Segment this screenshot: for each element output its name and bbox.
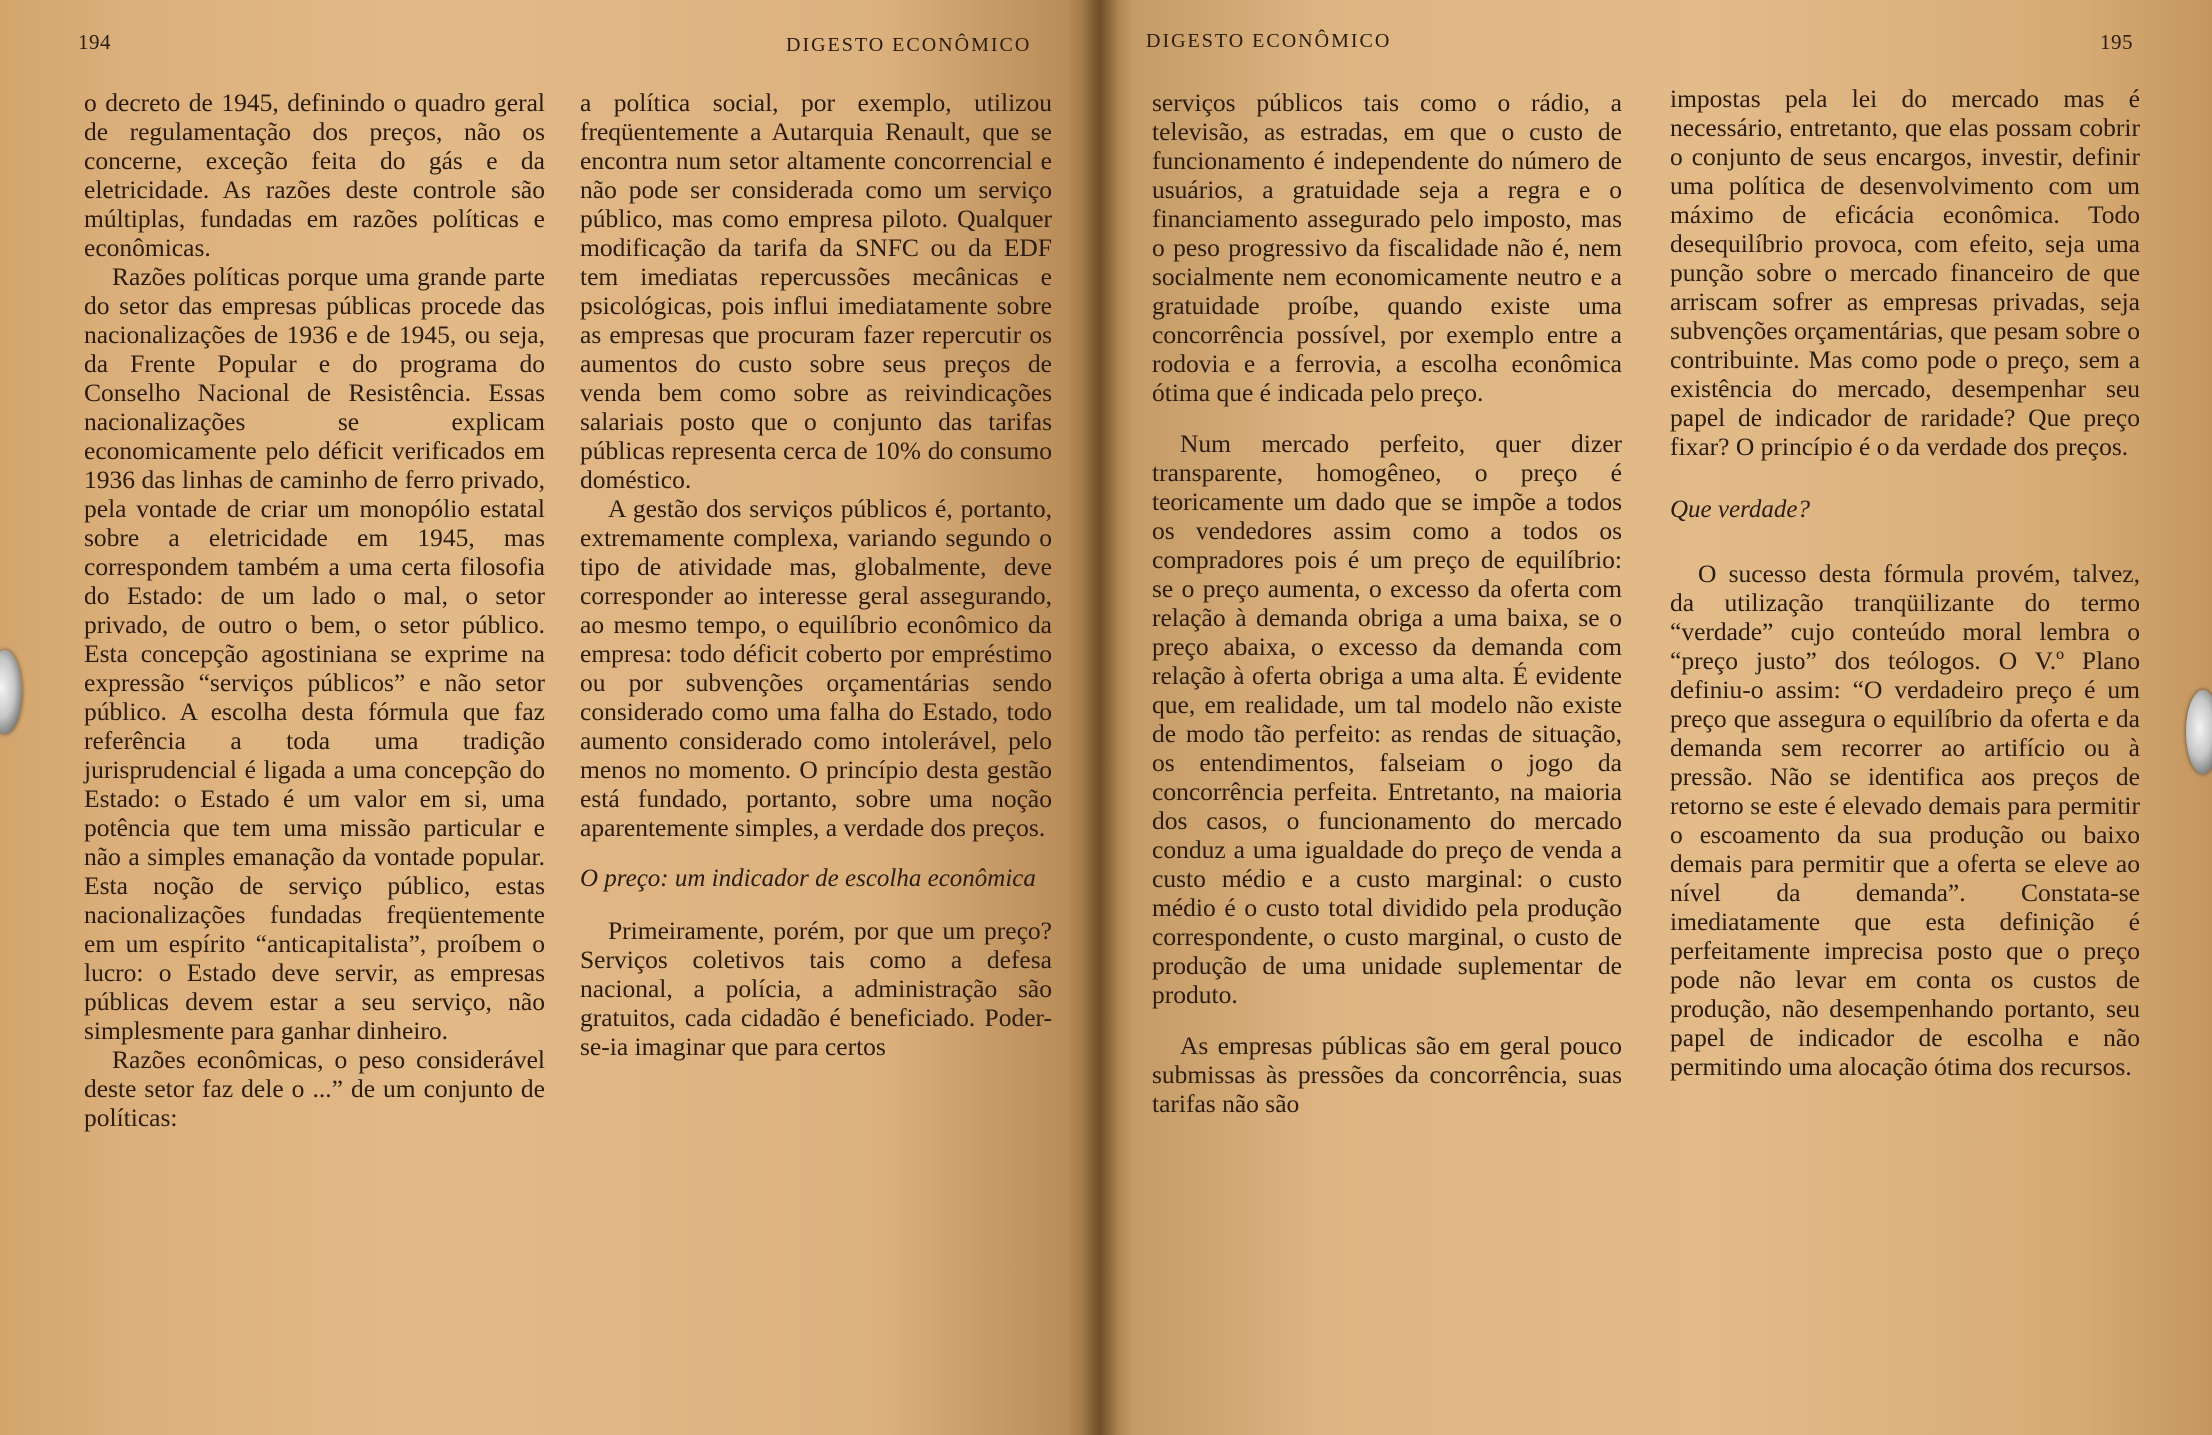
paragraph: Razões econômicas, o peso considerável deste setor faz dele o ...” de um conjunto de políticas:	[84, 1045, 545, 1132]
left-column-2	[580, 88, 1052, 1061]
paragraph: serviços públicos tais como o rádio, a televisão, as estradas, em que o custo de funcionamento é independente do número de usuários, a gratuidade seja a regra e o financiamento assegurado pelo imposto, mas o peso progressivo da fiscalidade não é, nem socialmente nem economicamente neutro e a gratuidade proíbe, quando existe uma concorrência possível, por exemplo entre a rodovia e a ferrovia, a escolha econômica ótima que é indicada pelo preço.	[1152, 88, 1622, 407]
paragraph: o decreto de 1945, definindo o quadro geral de regulamentação dos preços, não os concerne, exceção feita do gás e da eletricidade. As razões deste controle são múltiplas, fundadas em razões políticas e econômicas.	[84, 88, 545, 262]
section-heading: O preço: um indicador de escolha econômica	[580, 865, 1036, 892]
paragraph: As empresas públicas são em geral pouco submissas às pressões da concorrência, suas tarifas não são	[1152, 1031, 1622, 1118]
paragraph: Num mercado perfeito, quer dizer transparente, homogêneo, o preço é teoricamente um dado que se impõe a todos os vendedores assim como a todos os compradores pois é um preço de equilíbrio: se o preço aumenta, o excesso da oferta com relação à demanda obriga a uma baixa, se o preço abaixa, o excesso da demanda com relação à oferta obriga a uma alta. É evidente que, em realidade, um tal modelo não existe de modo tão perfeito: as rendas de situação, os entendimentos, falseiam o jogo da concorrência perfeita. Entretanto, na maioria dos casos, o funcionamento do mercado conduz a uma igualdade do preço de venda a custo médio e a custo marginal: o custo médio é o custo total dividido pela produção correspondente, o custo marginal, o custo de produção de uma unidade suplementar de produto.	[1152, 429, 1622, 1009]
right-page	[1100, 0, 2212, 1435]
right-column-2	[1670, 84, 2140, 1081]
left-page	[0, 0, 1100, 1435]
paragraph: Primeiramente, porém, por que um preço? Serviços coletivos tais como a defesa nacional, a polícia, a administração são gratuitos, cada cidadão é beneficiado. Poder-se-ia imaginar que para certos	[580, 916, 1052, 1061]
book-gutter	[1082, 0, 1118, 1435]
right-column-1	[1152, 88, 1622, 1118]
paragraph: Razões políticas porque uma grande parte do setor das empresas públicas procede das nacionalizações de 1936 e de 1945, ou seja, da Frente Popular e do programa do Conselho Nacional de Resistência. Essas nacionalizações se explicam economicamente pelo déficit verificados em 1936 das linhas de caminho de ferro privado, pela vontade de criar um monopólio estatal sobre a eletricidade em 1945, mas correspondem também a uma certa filosofia do Estado: de um lado o mal, o setor privado, de outro o bem, o setor público. Esta concepção agostiniana se exprime na expressão “serviços públicos” e não setor público. A escolha desta fórmula que faz referência a toda uma tradição jurisprudencial é ligada a uma concepção do Estado: o Estado é um valor em si, uma potência que tem uma missão particular e não a simples emanação da vontade popular. Esta noção de serviço público, estas nacionalizações fundadas freqüentemente em um espírito “anticapitalista”, proíbem o lucro: o Estado deve servir, as empresas públicas devem estar a seu serviço, não simplesmente para ganhar dinheiro.	[84, 262, 545, 1045]
left-column-1	[84, 88, 545, 1132]
paragraph: A gestão dos serviços públicos é, portanto, extremamente complexa, variando segundo o tipo de atividade mas, globalmente, deve corresponder ao interesse geral assegurando, ao mesmo tempo, o equilíbrio econômico da empresa: todo déficit coberto por empréstimo ou por subvenções orçamentárias sendo considerado como uma falha do Estado, todo aumento considerado como intolerável, pelo menos no momento. O princípio desta gestão está fundado, portanto, sobre uma noção aparentemente simples, a verdade dos preços.	[580, 494, 1052, 842]
paragraph: impostas pela lei do mercado mas é necessário, entretanto, que elas possam cobrir o conjunto de seus encargos, investir, definir uma política de desenvolvimento com um máximo de eficácia econômica. Todo desequilíbrio provoca, com efeito, seja uma punção sobre o mercado financeiro de que arriscam sofrer as empresas privadas, seja subvenções orçamentárias, que pesam sobre o contribuinte. Mas como pode o preço, sem a existência do mercado, desempenhar seu papel de indicador de raridade? Que preço fixar? O princípio é o da verdade dos preços.	[1670, 84, 2140, 461]
binder-hole-left	[0, 650, 22, 734]
page-number-left: 194	[78, 30, 111, 54]
running-head-right: DIGESTO ECONÔMICO	[1146, 30, 1392, 52]
running-head-left: DIGESTO ECONÔMICO	[786, 34, 1032, 56]
binder-hole-right	[2186, 690, 2212, 774]
section-heading: Que verdade?	[1670, 496, 1810, 523]
paragraph: O sucesso desta fórmula provém, talvez, da utilização tranqüilizante do termo “verdade” cujo conteúdo moral lembra o “preço justo” dos teólogos. O V.º Plano definiu-o assim: “O verdadeiro preço é um preço que assegura o equilíbrio da oferta e da demanda sem recorrer ao artifício ou à pressão. Não se identifica aos preços de retorno se este é elevado demais para permitir o escoamento da sua produção ou baixo demais para permitir que a oferta se eleve ao nível da demanda”. Constata-se imediatamente que esta definição é perfeitamente imprecisa posto que o preço pode não levar em conta os custos de produção, não desempenhando portanto, seu papel de indicador de escolha e não permitindo uma alocação ótima dos recursos.	[1670, 559, 2140, 1081]
page-number-right: 195	[2100, 30, 2133, 54]
paragraph: a política social, por exemplo, utilizou freqüentemente a Autarquia Renault, que se encontra num setor altamente concorrencial e não pode ser considerada como um serviço público, mas como empresa piloto. Qualquer modificação da tarifa da SNFC ou da EDF tem imediatas repercussões mecânicas e psicológicas, pois influi imediatamente sobre as empresas que procuram fazer repercutir os aumentos do custo sobre seus preços de venda bem como sobre as reivindicações salariais posto que o conjunto das tarifas públicas representa cerca de 10% do consumo doméstico.	[580, 88, 1052, 494]
